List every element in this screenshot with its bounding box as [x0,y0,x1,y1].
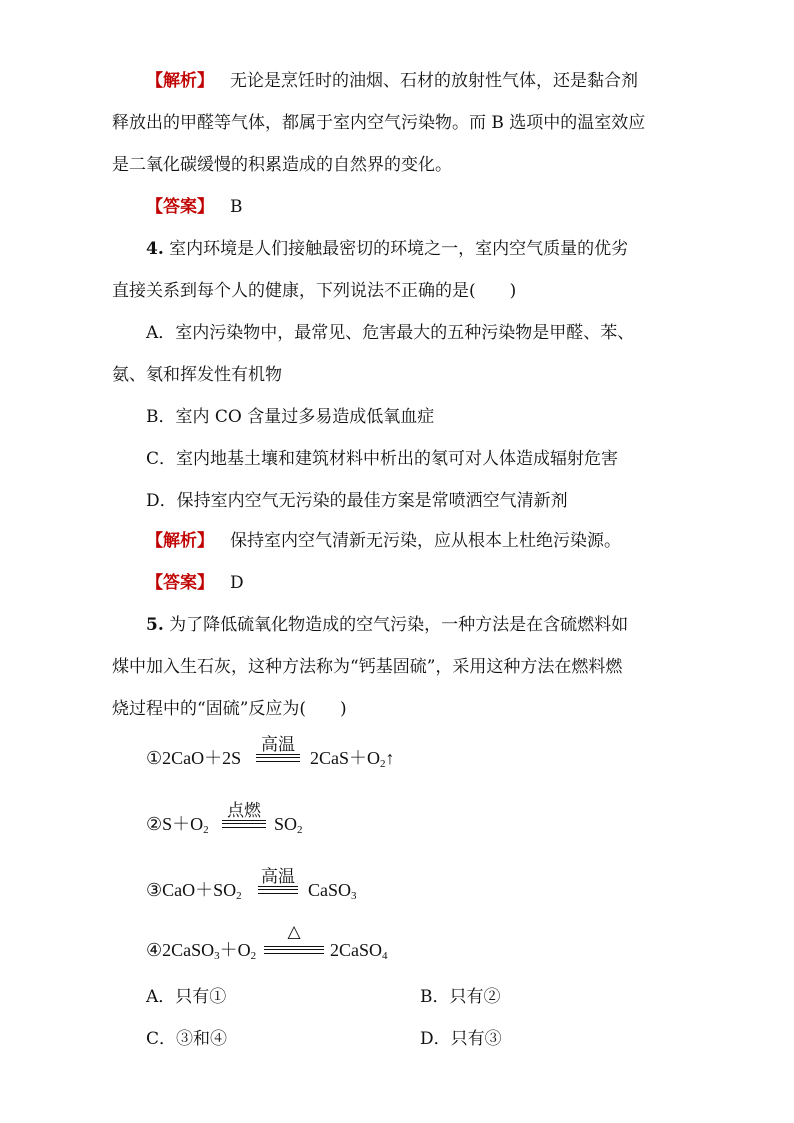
prev-solution-line-1: 【解析】 无论是烹饪时的油烟、石材的放射性气体，还是黏合剂 [146,71,638,91]
solution-tag: 【解析】 [146,531,214,551]
q4-option-a: A．室内污染物中，最常见、危害最大的五种污染物是甲醛、苯、 [146,323,635,343]
answer-tag: 【答案】 [146,197,214,217]
equation-1: ①2CaO＋2S 高温 $2CaS+O_2↑$ [146,730,446,770]
answer-value: B [230,197,243,217]
answer-tag: 【答案】 [146,573,214,593]
q4-option-d: D．保持室内空气无污染的最佳方案是常喷洒空气清新剂 [146,491,568,511]
question-number: 4. [146,239,164,259]
equation-3: $③CaO+SO_2$ 高温 CaSO$_3$ [146,862,386,902]
q5-option-d: D．只有③ [420,1029,502,1049]
q5-option-b: B．只有② [420,987,501,1007]
prev-solution-line-2: 释放出的甲醛等气体，都属于室内空气污染物。而 B 选项中的温室效应 [112,113,646,133]
q4-option-b: B．室内 CO 含量过多易造成低氧血症 [146,407,435,427]
equal-sign [258,886,298,894]
answer-value: D [230,573,244,593]
reaction-condition: 高温 [261,735,295,755]
q4-answer [146,572,244,594]
equal-sign [256,754,300,762]
q5-stem-line-2: 煤中加入生石灰，这种方法称为“钙基固硫”，采用这种方法在燃料燃 [112,657,623,677]
equation-2: $②S+O_2$ 点燃 $SO_2$ [146,796,366,836]
q5-option-c: C．③和④ [146,1029,228,1049]
q4-option-a-cont: 氨、氡和挥发性有机物 [112,365,282,385]
q5-option-a: A．只有① [146,987,227,1007]
q4-option-c: C．室内地基土壤和建筑材料中析出的氡可对人体造成辐射危害 [146,449,619,469]
prev-answer [146,196,243,218]
solution-tag: 【解析】 [146,71,214,91]
equation-4: $④2CaSO_3+O_2$ △ 2CaSO$_4$ [146,922,388,962]
reaction-condition: 点燃 [227,801,261,821]
prev-solution-line-3: 是二氧化碳缓慢的积累造成的自然界的变化。 [112,155,452,175]
heat-symbol: △ [287,922,301,942]
reaction-condition: 高温 [261,867,295,887]
equal-sign [264,946,324,954]
q4-stem-line-2: 直接关系到每个人的健康，下列说法不正确的是( ) [112,281,517,301]
equal-sign [222,820,266,828]
q5-stem-line-1: 5. 为了降低硫氧化物造成的空气污染，一种方法是在含硫燃料如 [146,615,629,635]
q5-stem-line-3: 烧过程中的“固硫”反应为( ) [112,699,347,719]
question-number: 5. [146,615,164,635]
q4-stem-line-1: 4. 室内环境是人们接触最密切的环境之一，室内空气质量的优劣 [146,239,629,259]
q4-solution: 【解析】 保持室内空气清新无污染，应从根本上杜绝污染源。 [146,531,621,551]
